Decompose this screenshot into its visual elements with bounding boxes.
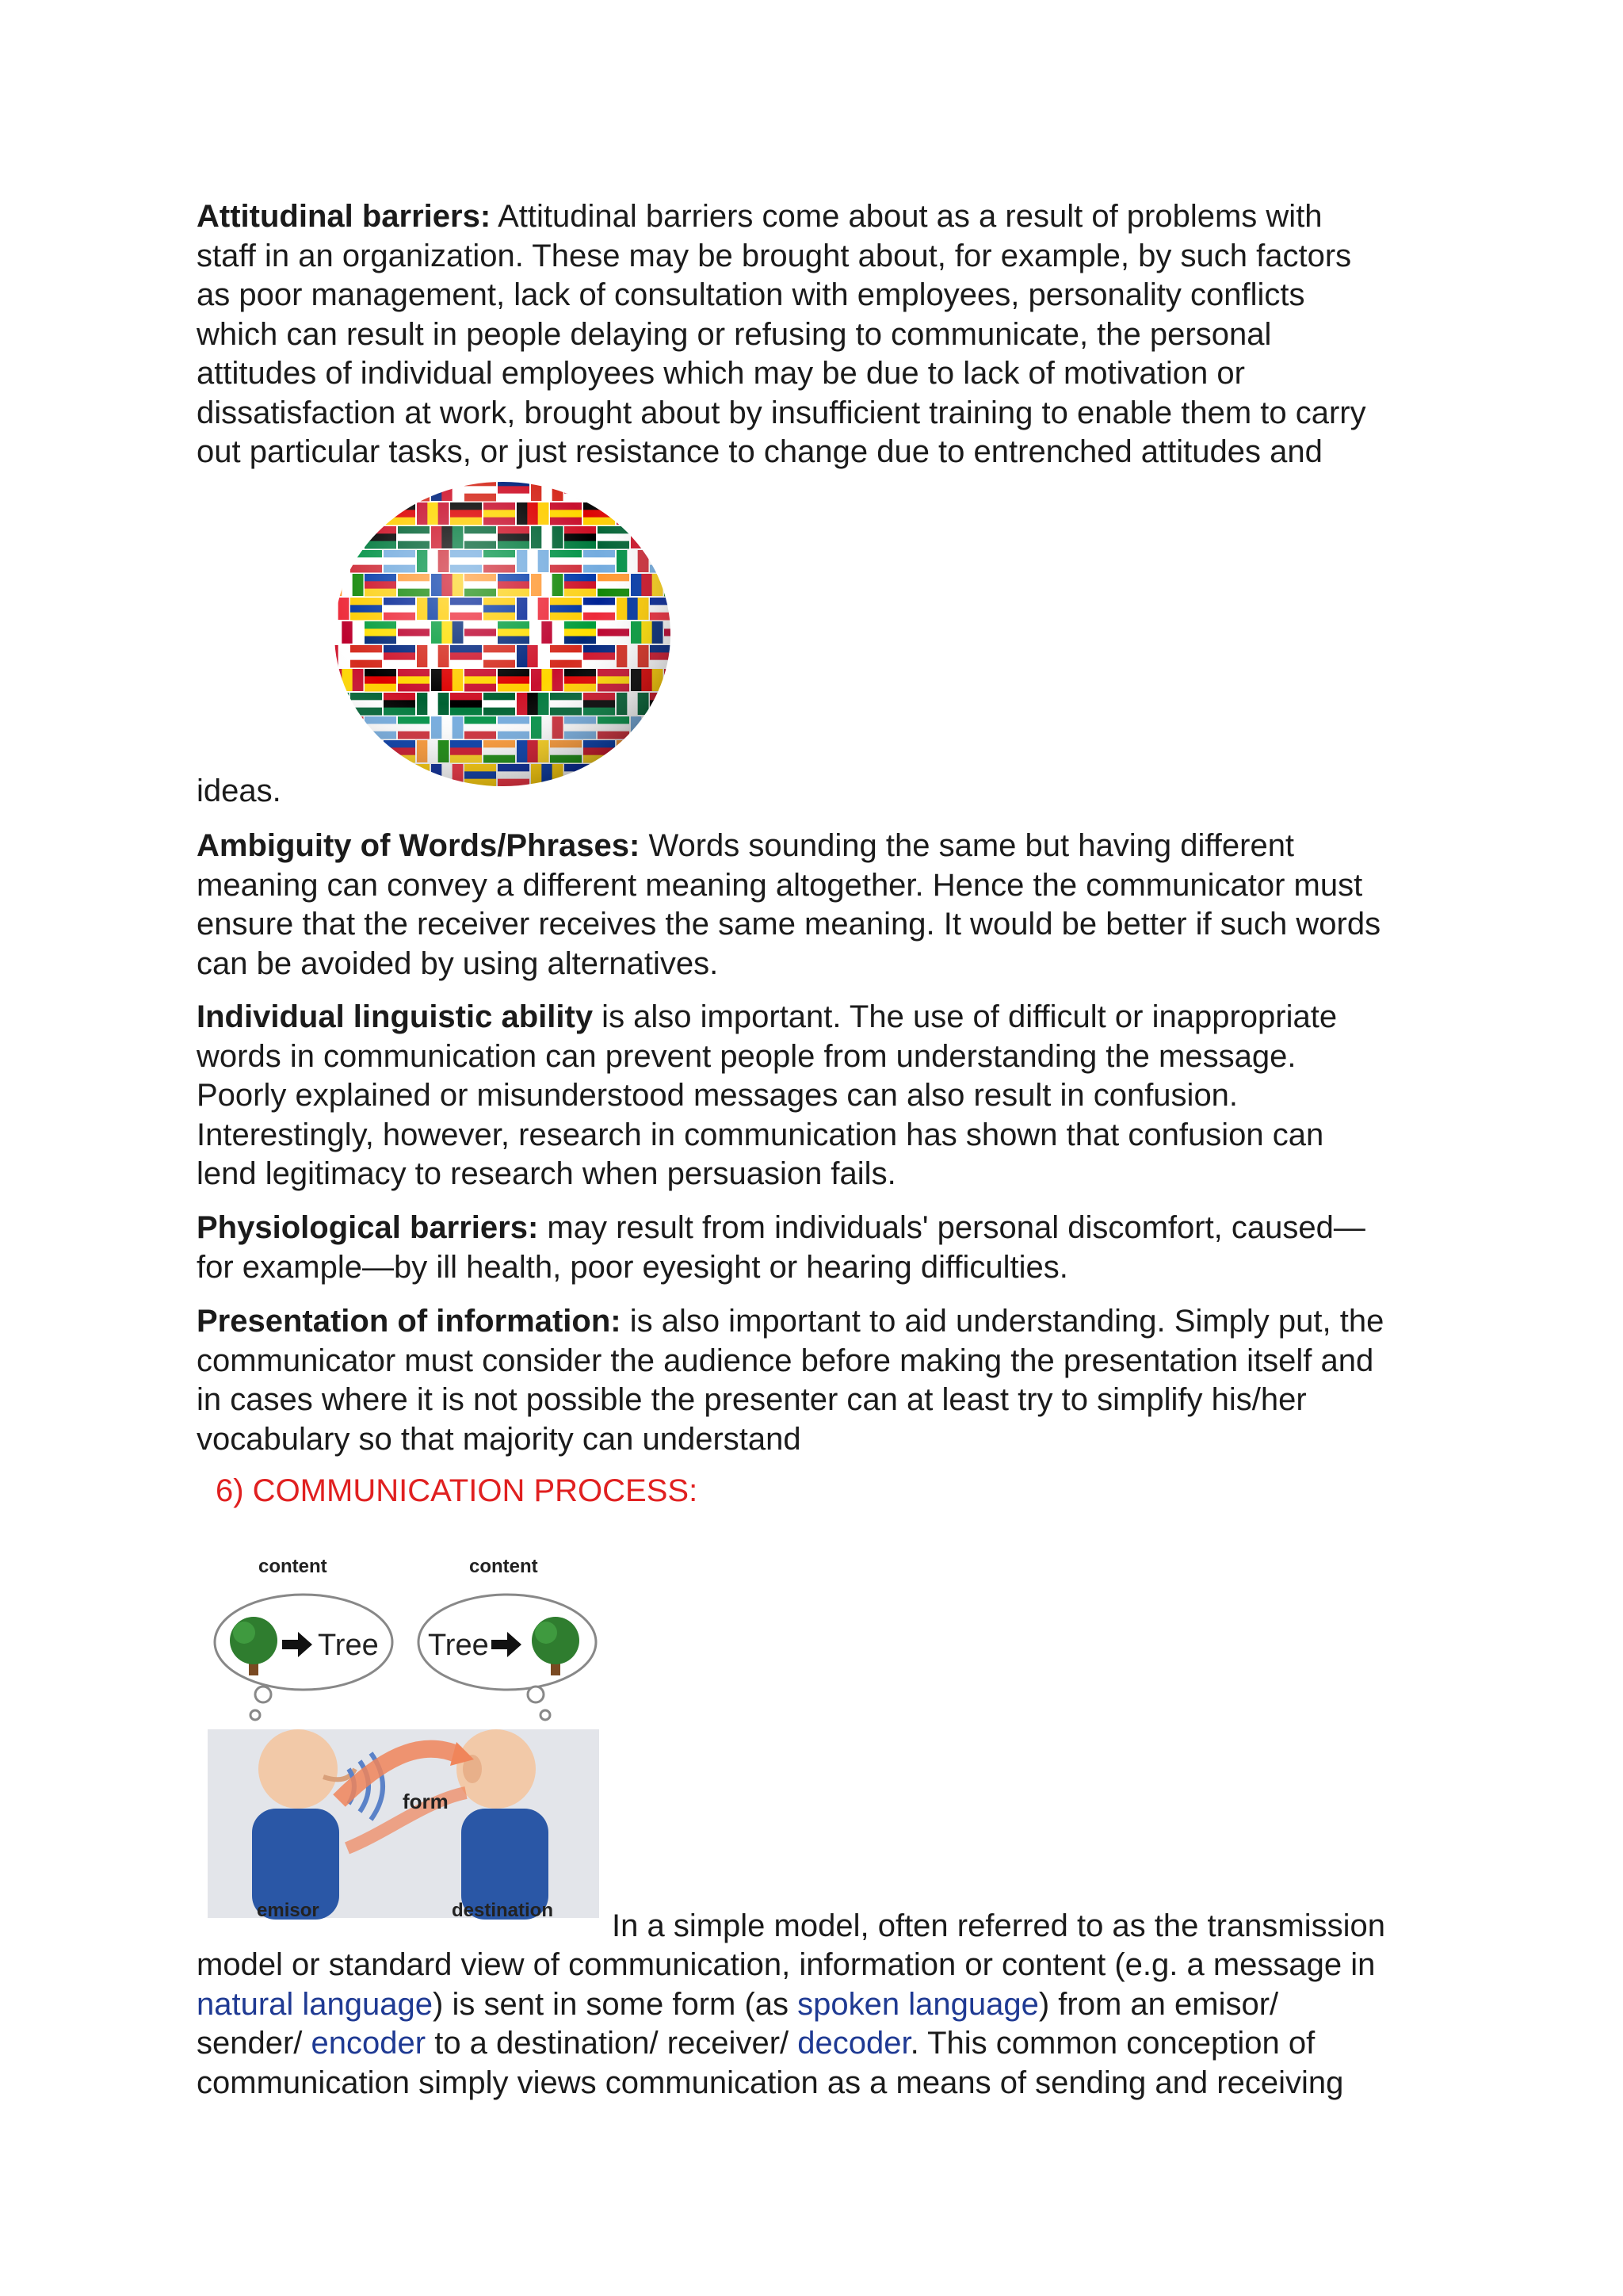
section-heading: 6) COMMUNICATION PROCESS: — [216, 1473, 698, 1508]
text-fragment: to a destination/ receiver/ — [426, 2026, 798, 2061]
text-line: meaning can convey a different meaning altogether. Hence the communicator must — [197, 867, 1363, 903]
text-line: attitudes of individual employees which may be due to lack of motivation or — [197, 356, 1245, 391]
text-fragment: ) is sent in some form (as — [433, 1986, 798, 2022]
text-line: ideas. — [197, 774, 281, 808]
flag-globe-image — [331, 479, 680, 793]
paragraph-attitudinal-tail — [197, 772, 1433, 812]
text-line: Interestingly, however, research in communication has shown that confusion can — [197, 1117, 1324, 1152]
text-line: model or standard view of communication, information or content (e.g. a message in — [197, 1947, 1376, 1982]
term-presentation: Presentation of information: — [197, 1304, 621, 1339]
text-line: as poor management, lack of consultation with employees, personality conflicts — [197, 277, 1305, 312]
term-linguistic-ability: Individual linguistic ability — [197, 999, 594, 1034]
term-physiological: Physiological barriers: — [197, 1210, 539, 1245]
text-line: staff in an organization. These may be brought about, for example, by such factors — [197, 238, 1352, 273]
text-line: communication simply views communication as a means of sending and receiving — [197, 2065, 1344, 2100]
text-line: is also important. The use of difficult or inappropriate — [593, 999, 1338, 1034]
text-line: ensure that the receiver receives the same meaning. It would be better if such words — [197, 907, 1381, 942]
text-line: in cases where it is not possible the presenter can at least try to simplify his/her — [197, 1382, 1307, 1417]
emisor-label: emisor — [257, 1900, 319, 1921]
paragraph-process — [197, 1946, 1433, 2103]
text-line: communicator must consider the audience before making the presentation itself and — [197, 1343, 1374, 1378]
link-decoder[interactable]: decoder — [797, 2026, 911, 2061]
destination-label: destination — [452, 1900, 554, 1921]
link-spoken-language[interactable]: spoken language — [797, 1986, 1039, 2022]
paragraph-attitudinal-barriers — [197, 197, 1433, 472]
link-natural-language[interactable]: natural language — [197, 1986, 433, 2022]
paragraph-ambiguity — [197, 827, 1433, 984]
text-line: dissatisfaction at work, brought about by insufficient training to enable them to carry — [197, 395, 1366, 430]
form-label: form — [403, 1790, 449, 1813]
text-line: out particular tasks, or just resistance to change due to entrenched attitudes and — [197, 434, 1323, 469]
text-fragment: . This common conception of — [910, 2026, 1316, 2061]
text-line: words in communication can prevent people from understanding the message. — [197, 1038, 1296, 1074]
text-line: for example—by ill health, poor eyesight or hearing difficulties. — [197, 1249, 1068, 1285]
text-fragment: ) from an emisor/ — [1038, 1986, 1279, 2022]
text-line: is also important to aid understanding. Simply put, the — [621, 1304, 1384, 1339]
text-line: In a simple model, often referred to as the transmission — [612, 1908, 1386, 1943]
paragraph-physiological — [197, 1209, 1433, 1287]
paragraph-process-first-line — [612, 1907, 1436, 1946]
text-line: vocabulary so that majority can understand — [197, 1421, 801, 1457]
tree-label-right: Tree — [428, 1629, 489, 1662]
content-label-left: content — [258, 1556, 327, 1577]
text-line: can be avoided by using alternatives. — [197, 946, 719, 981]
link-encoder[interactable]: encoder — [311, 2026, 426, 2061]
text-line: Poorly explained or misunderstood messages can also result in confusion. — [197, 1078, 1239, 1113]
text-line: Words sounding the same but having different — [640, 828, 1295, 863]
tree-label-left: Tree — [318, 1629, 379, 1662]
text-line: lend legitimacy to research when persuasion fails. — [197, 1156, 896, 1191]
text-fragment: sender/ — [197, 2026, 311, 2061]
text-line: may result from individuals' personal discomfort, caused— — [538, 1210, 1365, 1245]
communication-process-diagram — [204, 1539, 604, 1924]
paragraph-presentation — [197, 1302, 1433, 1459]
content-label-right: content — [469, 1556, 538, 1577]
text-line: Attitudinal barriers come about as a result of problems with — [491, 199, 1323, 234]
paragraph-linguistic-ability — [197, 998, 1433, 1194]
text-line: which can result in people delaying or refusing to communicate, the personal — [197, 316, 1272, 352]
term-attitudinal-barriers: Attitudinal barriers: — [197, 199, 491, 234]
term-ambiguity: Ambiguity of Words/Phrases: — [197, 828, 640, 863]
